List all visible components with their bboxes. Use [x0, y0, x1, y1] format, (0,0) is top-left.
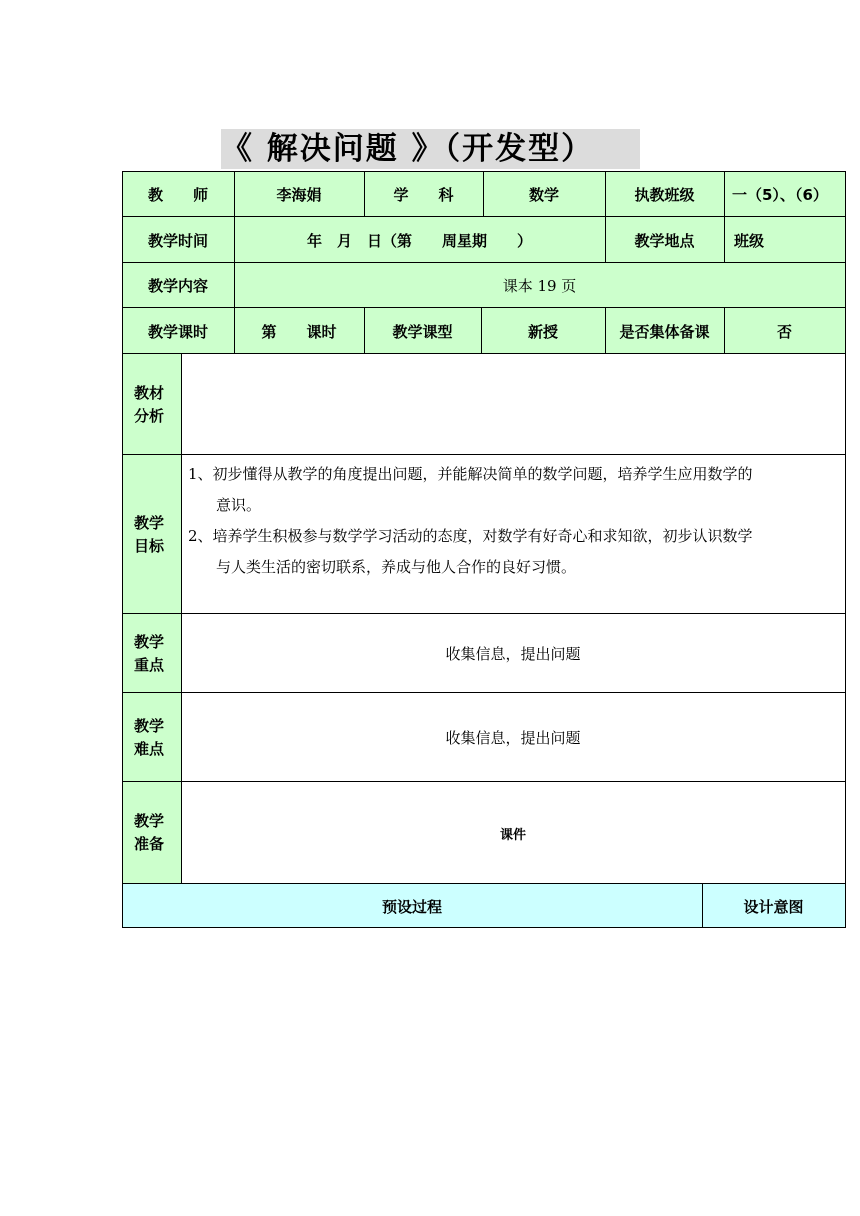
place-label: 教学地点 — [605, 217, 724, 263]
period-value: 第 课时 — [234, 308, 364, 354]
period-label: 教学课时 — [122, 308, 234, 354]
key-point-label-line2: 重点 — [134, 655, 165, 674]
key-point-label — [122, 614, 181, 693]
process-header: 预设过程 — [122, 884, 702, 928]
collective-value: 否 — [724, 308, 845, 354]
preparation-label-line1: 教学 — [134, 812, 165, 830]
content-label: 教学内容 — [122, 263, 234, 308]
table-border — [605, 307, 606, 354]
key-point-label-line1: 教学 — [134, 632, 165, 651]
class-label: 执教班级 — [605, 172, 724, 217]
preparation-value: 课件 — [181, 782, 845, 884]
goal-item-1: 1、初步懂得从教学的角度提出问题，并能解决简单的数学问题，培养学生应用数学的 — [188, 465, 753, 483]
intent-header: 设计意图 — [702, 884, 845, 928]
analysis-label — [122, 354, 181, 455]
teacher-label: 教 师 — [122, 172, 234, 217]
goals-list — [188, 459, 840, 583]
table-border — [702, 883, 703, 928]
difficulty-value: 收集信息，提出问题 — [181, 693, 845, 782]
table-border — [181, 353, 182, 884]
difficulty-label — [122, 693, 181, 782]
table-border — [122, 353, 846, 354]
analysis-label-line2: 分析 — [134, 406, 165, 425]
goal-item-2-cont: 与人类生活的密切联系，养成与他人合作的良好习惯。 — [216, 558, 577, 576]
table-border — [122, 307, 846, 308]
table-border — [122, 781, 846, 782]
table-border — [122, 171, 123, 928]
lesson-type-label: 教学课型 — [364, 308, 481, 354]
content-value: 课本 19 页 — [234, 263, 845, 308]
table-border — [481, 307, 482, 354]
collective-label: 是否集体备课 — [605, 308, 724, 354]
table-border — [122, 262, 846, 263]
table-border — [364, 171, 365, 217]
goal-item-1-cont: 意识。 — [216, 496, 262, 514]
difficulty-label-line1: 教学 — [134, 716, 165, 735]
table-border — [122, 613, 846, 614]
goals-label-line2: 目标 — [134, 536, 165, 555]
table-border — [122, 883, 846, 884]
table-border — [364, 307, 365, 354]
class-value: 一（5）、（6） — [724, 172, 845, 217]
table-border — [122, 216, 846, 217]
place-value: 班级 — [724, 217, 845, 263]
time-label: 教学时间 — [122, 217, 234, 263]
time-value: 年 月 日（第 周星期 ） — [234, 217, 605, 263]
table-border — [724, 171, 725, 263]
key-point-value: 收集信息，提出问题 — [181, 614, 845, 693]
table-border — [605, 171, 606, 263]
teacher-value: 李海娟 — [234, 172, 364, 217]
difficulty-label-line2: 难点 — [134, 739, 165, 758]
table-border — [122, 692, 846, 693]
subject-value: 数学 — [483, 172, 605, 217]
preparation-label — [122, 782, 181, 884]
table-border — [483, 171, 484, 217]
table-border — [122, 454, 846, 455]
table-border — [724, 307, 725, 354]
preparation-label-line2: 准备 — [134, 835, 165, 853]
table-border — [234, 171, 235, 354]
subject-label: 学 科 — [364, 172, 483, 217]
analysis-label-line1: 教材 — [134, 383, 165, 402]
page-title: 《 解决问题 》（开发型） — [221, 131, 595, 167]
table-border — [122, 171, 846, 172]
table-border — [122, 927, 846, 928]
table-border — [845, 171, 846, 928]
lesson-type-value: 新授 — [481, 308, 605, 354]
goal-item-2: 2、培养学生积极参与数学学习活动的态度，对数学有好奇心和求知欲，初步认识数学 — [188, 527, 753, 545]
analysis-content — [181, 354, 845, 455]
goals-label — [122, 455, 181, 614]
goals-label-line1: 教学 — [134, 513, 165, 532]
